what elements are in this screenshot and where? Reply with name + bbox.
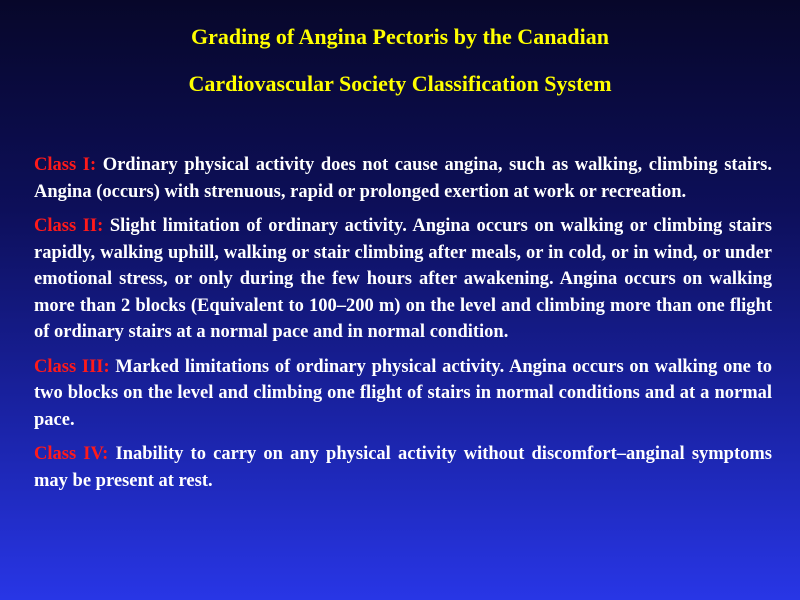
class-1-paragraph bbox=[34, 152, 772, 205]
class-3-text: Marked limitations of ordinary physical activity. Angina occurs on walking one to two blocks on the level and climbing one flight of stairs in normal conditions and at a normal pace. bbox=[34, 356, 772, 430]
class-1-text: Ordinary physical activity does not cause angina, such as walking, climbing stairs. Angina (occurs) with strenuous, rapid or prolonged exertion at work or recreation. bbox=[34, 155, 772, 202]
class-2-text: Slight limitation of ordinary activity. Angina occurs on walking or climbing stairs rapidly, walking uphill, walking or stair climbing after meals, or in cold, or in wind, or under emotional stress, or only during the few hours after awakening. Angina occurs on walking more than 2 blocks (Equivalent to 100–200 m) on the level and climbing more than one flight of ordinary stairs at a normal pace and in normal condition. bbox=[34, 216, 772, 342]
class-1-label: Class I: bbox=[34, 155, 97, 175]
class-4-label: Class IV: bbox=[34, 444, 109, 464]
classification-list bbox=[34, 152, 772, 502]
slide-title bbox=[0, 22, 800, 99]
title-line-2: Cardiovascular Society Classification System bbox=[188, 71, 612, 96]
class-2-paragraph bbox=[34, 213, 772, 346]
class-3-label: Class III: bbox=[34, 356, 110, 377]
class-3-paragraph bbox=[34, 354, 772, 434]
class-2-label: Class II: bbox=[34, 216, 104, 236]
title-line-1: Grading of Angina Pectoris by the Canadian bbox=[190, 24, 610, 49]
class-4-paragraph bbox=[34, 441, 772, 494]
class-4-text: Inability to carry on any physical activity without discomfort–anginal symptoms may be present at rest. bbox=[34, 444, 772, 491]
